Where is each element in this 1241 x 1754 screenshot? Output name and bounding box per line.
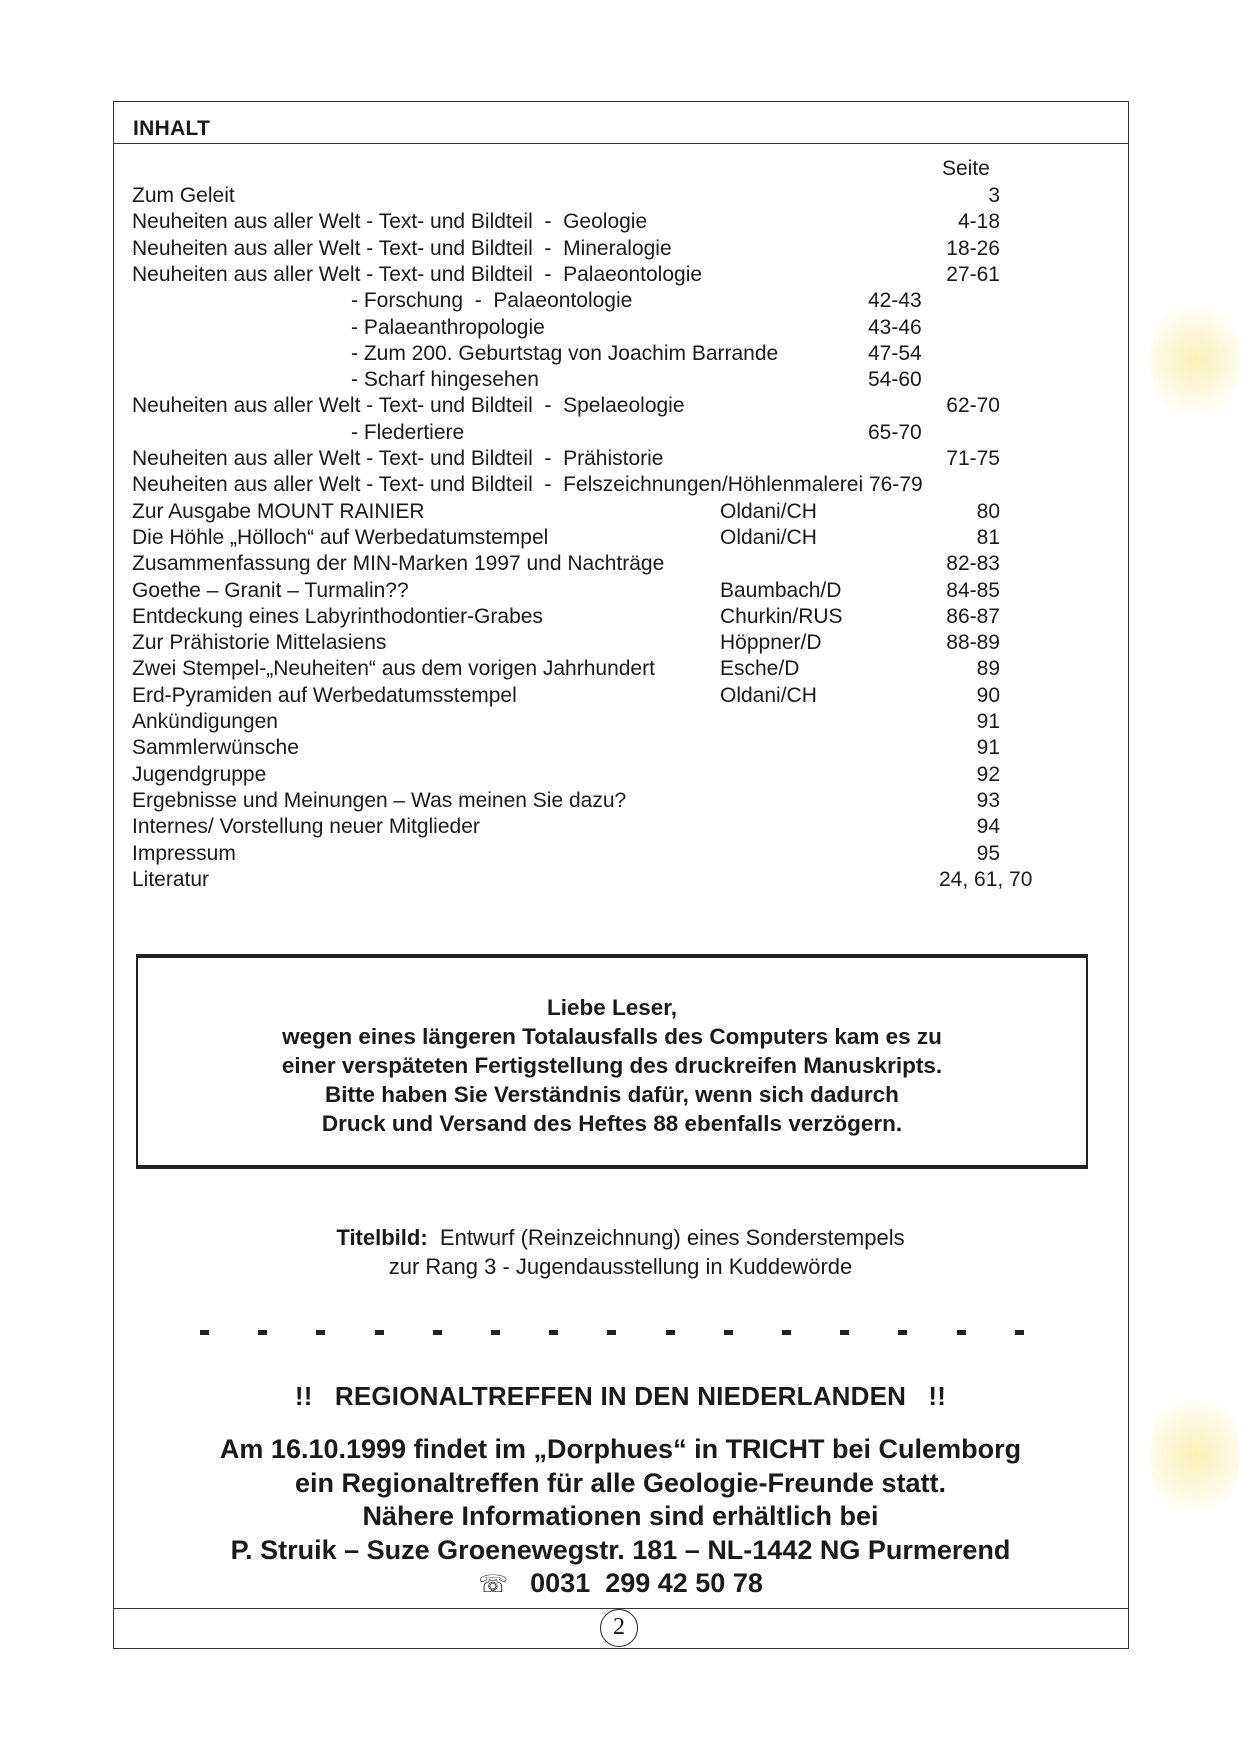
toc-entry-page: 95 <box>976 841 1000 865</box>
dash-mark <box>491 1330 500 1335</box>
toc-entry-title: Zusammenfassung der MIN-Marken 1997 und Nachträge <box>132 552 665 576</box>
toc-entry-title: Neuheiten aus aller Welt - Text- und Bildteil - Mineralogie <box>132 236 672 260</box>
toc-subentry-page: 54-60 <box>868 368 922 392</box>
toc-subentry-title: - Zum 200. Geburtstag von Joachim Barrande <box>351 341 779 365</box>
toc-entry-title: Die Höhle „Hölloch“ auf Werbedatumstempel <box>132 525 549 549</box>
dash-mark <box>549 1330 558 1335</box>
dash-mark <box>1015 1330 1024 1335</box>
regional-line: ein Regionaltreffen für alle Geologie-Freunde statt. <box>294 1467 947 1498</box>
regional-line: Nähere Informationen sind erhältlich bei <box>362 1501 879 1531</box>
toc-entry-page: 90 <box>976 683 1000 707</box>
dash-mark <box>782 1330 791 1335</box>
toc-entry-page: 81 <box>976 525 1000 549</box>
notice-line: Liebe Leser, <box>546 995 678 1020</box>
toc-entry-page: 4-18 <box>957 210 1000 234</box>
cover-caption-line2: zur Rang 3 - Jugendausstellung in Kuddewörde <box>388 1254 853 1279</box>
toc-entry-page: 91 <box>976 710 1000 733</box>
notice-line: einer verspäteten Fertigstellung des druckreifen Manuskripts. <box>281 1053 943 1078</box>
toc-entry-title: Jugendgruppe <box>132 762 267 786</box>
toc-entry-page: 93 <box>976 788 1000 812</box>
toc-entry-title: Sammlerwünsche <box>132 736 299 760</box>
dash-mark <box>258 1330 267 1335</box>
toc-entry-author: Höppner/D <box>720 631 822 655</box>
toc-entry-page: 94 <box>976 815 1000 839</box>
toc-entry-title: Impressum <box>132 841 236 865</box>
dash-mark <box>316 1330 325 1335</box>
toc-entry-title: Internes/ Vorstellung neuer Mitglieder <box>132 815 480 839</box>
toc-entry-author: Churkin/RUS <box>720 604 843 628</box>
toc-entry-title: Neuheiten aus aller Welt - Text- und Bildteil - Geologie <box>132 210 648 234</box>
toc-entry-title: Zum Geleit <box>132 184 235 207</box>
dash-separator <box>200 1330 1040 1336</box>
toc-entry-author: Esche/D <box>720 657 800 681</box>
toc-entry-title: Neuheiten aus aller Welt - Text- und Bildteil - Prähistorie <box>132 447 664 470</box>
toc-subentry-page: 42-43 <box>868 289 922 313</box>
dash-mark <box>898 1330 907 1335</box>
toc-entry-title: Neuheiten aus aller Welt - Text- und Bildteil - Spelaeologie <box>132 394 685 418</box>
cover-caption-text: Entwurf (Reinzeichnung) eines Sonderstempels <box>439 1225 905 1250</box>
toc-entry-page: 82-83 <box>946 552 1000 576</box>
toc-subentry-title: - Scharf hingesehen <box>351 368 539 392</box>
toc-subentry-page: 47-54 <box>868 341 922 365</box>
regional-line: Am 16.10.1999 findet im „Dorphues“ in TRICHT bei Culemborg <box>219 1434 1022 1464</box>
toc-entry-page: 91 <box>976 736 1000 760</box>
dash-mark <box>666 1330 675 1335</box>
cover-caption-label: Titelbild: <box>336 1225 428 1250</box>
dash-mark <box>433 1330 442 1335</box>
toc-entry-title: Erd-Pyramiden auf Werbedatumsstempel <box>132 683 517 707</box>
toc-entry-title: Zur Prähistorie Mittelasiens <box>132 631 387 655</box>
toc-entry-author: Oldani/CH <box>720 499 817 523</box>
dash-mark <box>375 1330 384 1335</box>
toc-title: INHALT <box>133 117 211 140</box>
toc-entry-page: 27-61 <box>946 262 1000 286</box>
regional-announcement <box>0 1433 1241 1602</box>
dash-mark <box>607 1330 616 1335</box>
regional-title: !! REGIONALTREFFEN IN DEN NIEDERLANDEN !! <box>294 1381 947 1411</box>
toc-entry-page: 18-26 <box>946 236 1000 260</box>
telephone-icon: ☏ <box>478 1571 509 1598</box>
dash-mark <box>957 1330 966 1335</box>
toc-subentry-title: - Forschung - Palaeontologie <box>351 289 633 313</box>
toc-subentry-page: 43-46 <box>868 315 922 339</box>
toc-entry-page: 24, 61, 70 <box>939 867 1033 891</box>
toc-entry-author: Oldani/CH <box>720 525 817 549</box>
toc-entry-title: Zur Ausgabe MOUNT RAINIER <box>132 499 425 523</box>
phone-number: 0031 299 42 50 78 <box>530 1568 763 1598</box>
toc-entry-page: 89 <box>976 657 1000 681</box>
toc-entry-page: 92 <box>976 762 1000 786</box>
toc-entry-title: Literatur <box>132 867 210 891</box>
toc-entry-title: Goethe – Granit – Turmalin?? <box>132 578 409 602</box>
toc-subentry-page: 65-70 <box>868 420 922 444</box>
toc-entry-title: Ankündigungen <box>132 710 278 733</box>
dash-mark <box>200 1330 209 1335</box>
toc-entry-page: 71-75 <box>946 447 1000 470</box>
toc-entry-author: Baumbach/D <box>720 578 842 602</box>
notice-line: wegen eines längeren Totalausfalls des Computers kam es zu <box>282 1024 942 1049</box>
toc-entry-page: 62-70 <box>946 394 1000 418</box>
toc-entry-title: Entdeckung eines Labyrinthodontier-Grabes <box>132 604 543 628</box>
toc-entry-page: 88-89 <box>946 631 1000 655</box>
notice-line: Bitte haben Sie Verständnis dafür, wenn sich dadurch <box>325 1082 899 1107</box>
toc-entry-title: Neuheiten aus aller Welt - Text- und Bildteil - Palaeontologie <box>132 262 703 286</box>
toc-entry-page: 3 <box>988 184 1000 207</box>
toc-entry-title: Ergebnisse und Meinungen – Was meinen Sie dazu? <box>132 788 627 812</box>
dash-mark <box>840 1330 849 1335</box>
toc-entry-page: 86-87 <box>946 604 1000 628</box>
toc-entry-title: Zwei Stempel-„Neuheiten“ aus dem vorigen Jahrhundert <box>132 657 655 681</box>
dash-mark <box>724 1330 733 1335</box>
page-number: 2 <box>600 1609 638 1647</box>
cover-caption <box>0 1223 1241 1281</box>
toc-entry-page: 84-85 <box>946 578 1000 602</box>
toc-subentry-title: - Fledertiere <box>351 420 465 444</box>
notice-line: Druck und Versand des Heftes 88 ebenfalls verzögern. <box>321 1111 903 1136</box>
notice-box <box>136 954 1088 1169</box>
toc-entry-author: Oldani/CH <box>720 683 817 707</box>
toc-entry-title: Neuheiten aus aller Welt - Text- und Bildteil - Felszeichnungen/Höhlenmalerei 76-79 <box>132 473 923 497</box>
seite-label: Seite <box>942 157 990 180</box>
regional-line: P. Struik – Suze Groenewegstr. 181 – NL-1442 NG Purmerend <box>230 1534 1011 1565</box>
toc-subentry-title: - Palaeanthropologie <box>351 315 545 339</box>
toc-entry-page: 80 <box>976 499 1000 523</box>
